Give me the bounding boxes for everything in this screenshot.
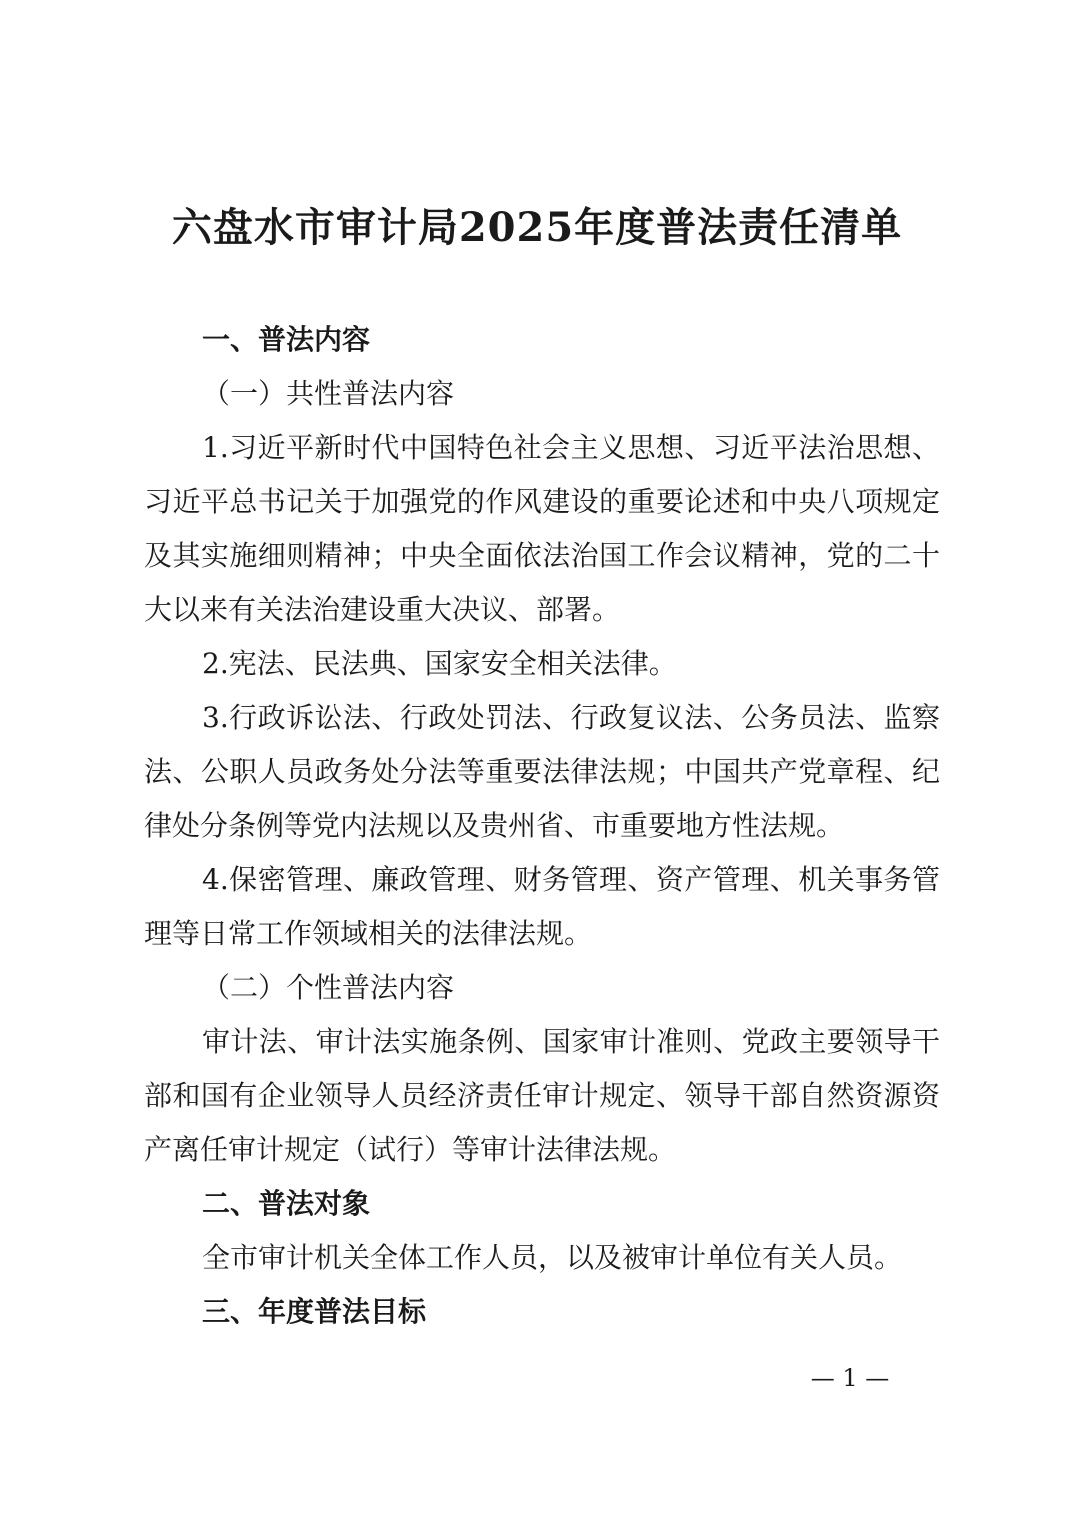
paragraph-item-2: 2.宪法、民法典、国家安全相关法律。 [202,647,677,680]
paragraph-item-4: 4.保密管理、廉政管理、财务管理、资产管理、机关事务管理等日常工作领域相关的法律法规。 [144,863,940,950]
section-heading-content: 一、普法内容 [202,323,371,356]
document-body [144,313,940,1339]
section-heading-goals: 三、年度普法目标 [202,1295,427,1328]
section-heading-targets: 二、普法对象 [202,1187,371,1220]
paragraph-targets: 全市审计机关全体工作人员，以及被审计单位有关人员。 [202,1241,903,1274]
subsection-heading-specific: （二）个性普法内容 [202,971,455,1004]
subsection-heading-common: （一）共性普法内容 [202,377,455,410]
paragraph-item-3: 3.行政诉讼法、行政处罚法、行政复议法、公务员法、监察法、公职人员政务处分法等重要法律法规；中国共产党章程、纪律处分条例等党内法规以及贵州省、市重要地方性法规。 [144,701,940,842]
document-title: 六盘水市审计局2025年度普法责任清单 [171,204,903,251]
paragraph-specific-content: 审计法、审计法实施条例、国家审计准则、党政主要领导干部和国有企业领导人员经济责任审计规定、领导干部自然资源资产离任审计规定（试行）等审计法律法规。 [144,1025,940,1166]
page-number: — 1 — [810,1364,890,1392]
paragraph-item-1: 1.习近平新时代中国特色社会主义思想、习近平法治思想、习近平总书记关于加强党的作风建设的重要论述和中央八项规定及其实施细则精神；中央全面依法治国工作会议精神，党的二十大以来有关法治建设重大决议、部署。 [144,431,940,626]
